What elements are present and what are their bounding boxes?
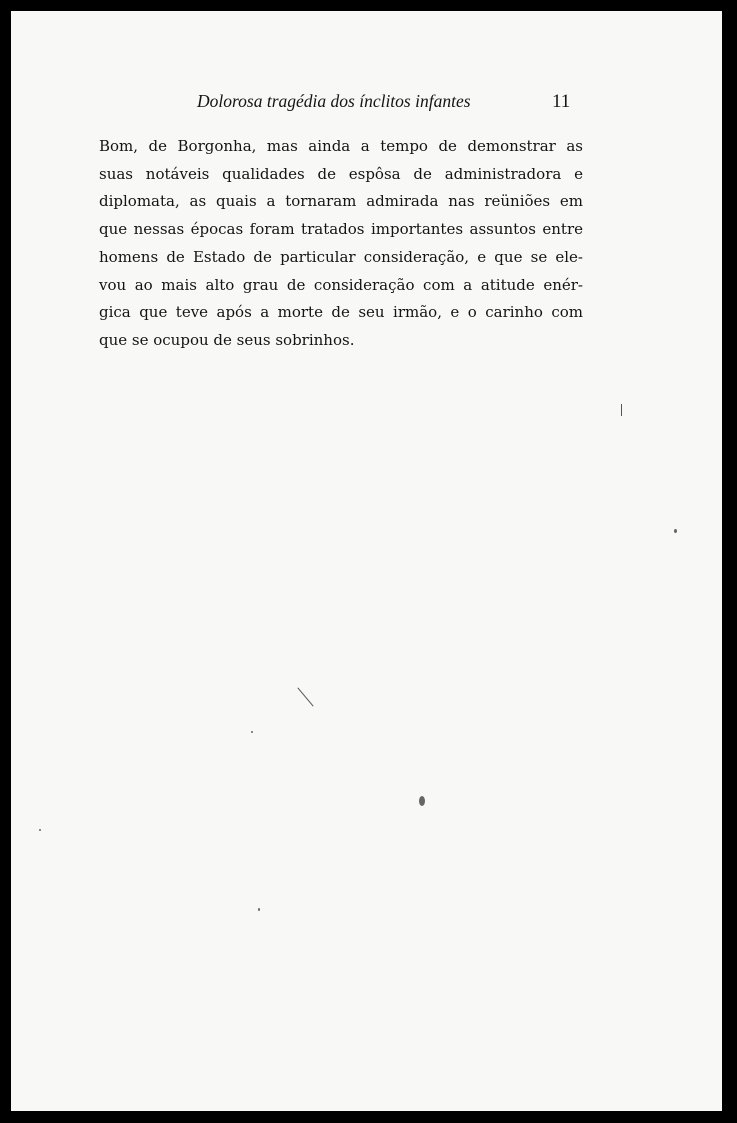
scan-speck [39,829,41,831]
scan-speck [419,796,425,806]
page-number: 11 [552,91,571,112]
scan-scratch [297,687,313,706]
book-page [11,11,722,1111]
text-line: que se ocupou de seus sobrinhos. [99,330,355,349]
text-line: suas notáveis qualidades de espôsa de administradora e [99,164,583,183]
text-line: Bom, de Borgonha, mas ainda a tempo de demonstrar as [99,137,583,155]
running-title: Dolorosa tragédia dos ínclitos infantes [197,91,471,111]
text-line: que nessas épocas foram tratados importantes assuntos entre [99,220,583,239]
scan-speck [251,731,253,733]
scan-scratch [621,404,622,416]
scan-speck [258,908,260,911]
text-line: homens de Estado de particular consideração, e que se ele- [99,247,583,266]
running-header [11,91,722,115]
body-paragraph [99,133,583,355]
scan-speck [674,529,677,533]
text-line: vou ao mais alto grau de consideração com a atitude enér- [99,275,583,294]
text-line: diplomata, as quais a tornaram admirada nas reüniões em [99,192,583,211]
text-line: gica que teve após a morte de seu irmão, e o carinho com [99,303,583,322]
